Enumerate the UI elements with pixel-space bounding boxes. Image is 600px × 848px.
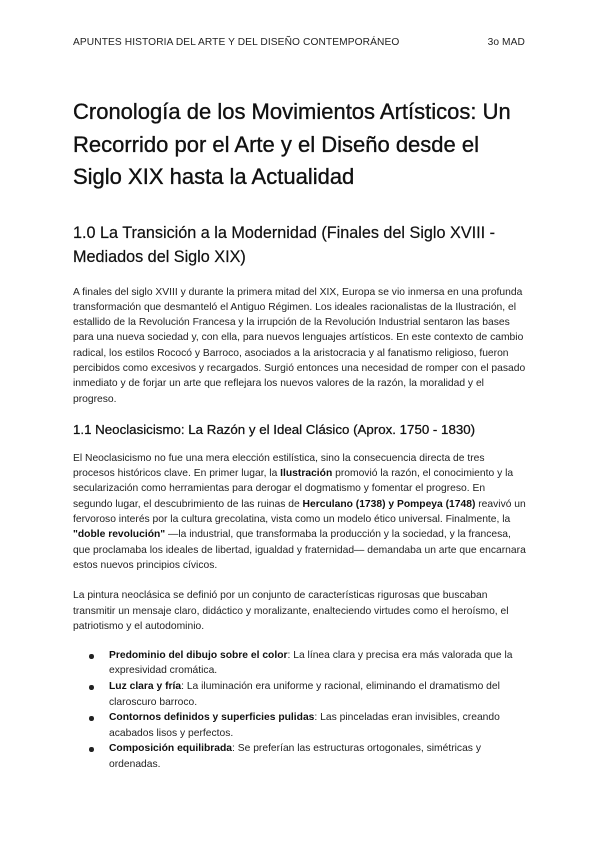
list-item [73, 741, 527, 772]
section-1-1-paragraph-1 [73, 451, 527, 573]
bold-term-herculano-pompeya: Herculano (1738) y Pompeya (1748) [302, 498, 476, 510]
list-item-term: Composición equilibrada [109, 743, 233, 755]
list-item-term: Contornos definidos y superficies pulidas [109, 712, 315, 724]
header-course-title: APUNTES HISTORIA DEL ARTE Y DEL DISEÑO CONTEMPORÁNEO [73, 37, 400, 48]
bullet-icon [89, 685, 94, 690]
paragraph-text: —la industrial, que transformaba la producción y la sociedad, y la francesa, que proclamaba los ideales de libertad, igualdad y fraternidad— demandaba un arte que encarnara estos nuevos principios cívicos. [73, 529, 526, 571]
section-heading-1-0: 1.0 La Transición a la Modernidad (Finales del Siglo XVIII - Mediados del Siglo XIX) [73, 223, 495, 266]
bullet-icon [89, 747, 94, 752]
header-class-label: 3o MAD [487, 37, 525, 48]
list-item [73, 648, 527, 679]
list-item-text: : Las pinceladas eran invisibles, creando acabados lisos y perfectos. [109, 712, 500, 739]
list-item-term: Luz clara y fría [109, 681, 182, 693]
list-item-text: : La iluminación era uniforme y racional, eliminando el dramatismo del claroscuro barroco. [109, 681, 500, 708]
section-heading-1-1: 1.1 Neoclasicismo: La Razón y el Ideal Clásico (Aprox. 1750 - 1830) [73, 421, 476, 437]
bullet-icon [89, 716, 94, 721]
page-header [73, 37, 527, 51]
list-item [73, 710, 527, 741]
list-item-text: : Se preferían las estructuras ortogonales, simétricas y ordenadas. [109, 743, 481, 770]
characteristics-list [73, 648, 527, 772]
paragraph-text: El Neoclasicismo no fue una mera elección estilística, sino la consecuencia directa de tres procesos históricos clave. En primer lugar, la [73, 452, 485, 480]
list-item-text: : La línea clara y precisa era más valorada que la expresividad cromática. [109, 650, 513, 677]
document-body [73, 96, 527, 773]
list-item [73, 679, 527, 710]
paragraph-text: reavivó un fervoroso interés por la cultura grecolatina, vista como un modelo ético universal. Finalmente, la [73, 498, 526, 526]
section-1-0-paragraph: A finales del siglo XVIII y durante la primera mitad del XIX, Europa se vio inmersa en una profunda transformación que desmanteló el Antiguo Régimen. Los ideales racionalistas de la Ilustración, el estallido de la Revolución Francesa y la irrupción de la Revolución Industrial sentaron las bases para una nueva sociedad y, con ella, para nuevos lenguajes artísticos. En este contexto de cambio radical, los estilos Rococó y Barroco, asociados a la aristocracia y al fanatismo religioso, fueron percibidos como excesivos y recargados. Surgió entonces una necesidad de romper con el pasado inmediato y de forjar un arte que reflejara los nuevos valores de la razón, la moralidad y el progreso. [73, 286, 526, 405]
bullet-icon [89, 654, 94, 659]
document-title: Cronología de los Movimientos Artísticos: Un Recorrido por el Arte y el Diseño desde el Siglo XIX hasta la Actualidad [73, 99, 511, 189]
bold-term-doble-revolucion: "doble revolución" [73, 529, 166, 541]
paragraph-text: promovió la razón, el conocimiento y la secularización como herramientas para derogar el dogmatismo y fomentar el progreso. En segundo lugar, el descubrimiento de las ruinas de [73, 468, 514, 510]
bold-term-ilustracion: Ilustración [280, 468, 333, 480]
section-1-1-paragraph-2: La pintura neoclásica se definió por un conjunto de características rigurosas que buscaban transmitir un mensaje claro, didáctico y moralizante, enalteciendo virtudes como el heroísmo, el patriotismo y el autodominio. [73, 590, 509, 632]
list-item-term: Predominio del dibujo sobre el color [109, 650, 288, 662]
